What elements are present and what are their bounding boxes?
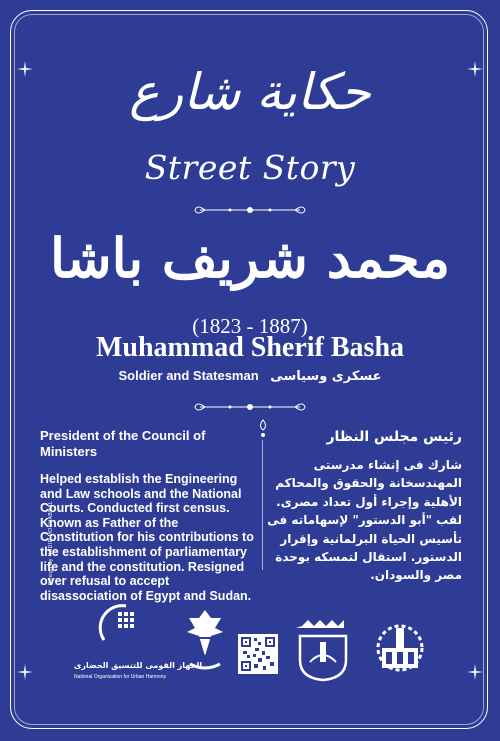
person-name-arabic: محمد شريف باشا <box>49 226 451 290</box>
bio-arabic <box>252 428 462 585</box>
bio-english-heading: President of the Council of Ministers <box>40 428 206 459</box>
nouh-name-arabic: الجهاز القومى للتنسيق الحضارى <box>74 661 203 670</box>
nouh-logo <box>74 600 203 690</box>
cairo-governorate-shield-icon <box>296 612 350 682</box>
role-arabic: عسكرى وسياسى <box>270 369 382 384</box>
person-years: (1823 - 1887) <box>192 314 308 338</box>
nouh-emblem-icon <box>74 600 164 648</box>
person-name-english: Muhammad Sherif Basha <box>95 332 405 363</box>
title-english: Street Story <box>144 148 356 187</box>
corner-ornament-icon <box>16 663 34 681</box>
bio-arabic-text: شارك فى إنشاء مدرستى المهندسخانة والحقوق والمحاكم الأهلية وإجراء أول تعداد مصرى. لقب "أبو الدستور" لإسهاماته فى تأسيس الحياة البرلمانية وإقرار الدستور. استقال لتمسكه بوحدة مصر والسودان. <box>267 458 462 583</box>
qr-code-icon <box>238 634 278 674</box>
role-english: Soldier and Statesman <box>118 368 259 383</box>
bio-arabic-heading: رئيس مجلس النظار <box>326 429 462 445</box>
design-credit: Design by NADIR MOSHABBAL <box>48 500 54 585</box>
logo-strip <box>70 600 450 690</box>
ornament-divider-icon <box>0 203 500 217</box>
corner-ornament-icon <box>466 663 484 681</box>
title-arabic: حكاية شارع <box>129 63 371 121</box>
bio-english <box>40 428 255 603</box>
bio-english-text: Helped establish the Engineering and Law schools and the National Courts. Conducted first census. Known as Father of the Constitution for his contributions to the establishment of parliamentary life and the constitution. Resigned over refusal to accept disassociation of Egypt and Sudan. <box>40 472 254 603</box>
role-line <box>0 368 500 384</box>
egypt-eagle-emblem-icon <box>180 606 230 676</box>
cairo-city-logo-icon <box>370 618 430 678</box>
ornament-divider-icon <box>0 400 500 414</box>
nouh-name-english: National Organization for Urban Harmony <box>74 674 166 680</box>
